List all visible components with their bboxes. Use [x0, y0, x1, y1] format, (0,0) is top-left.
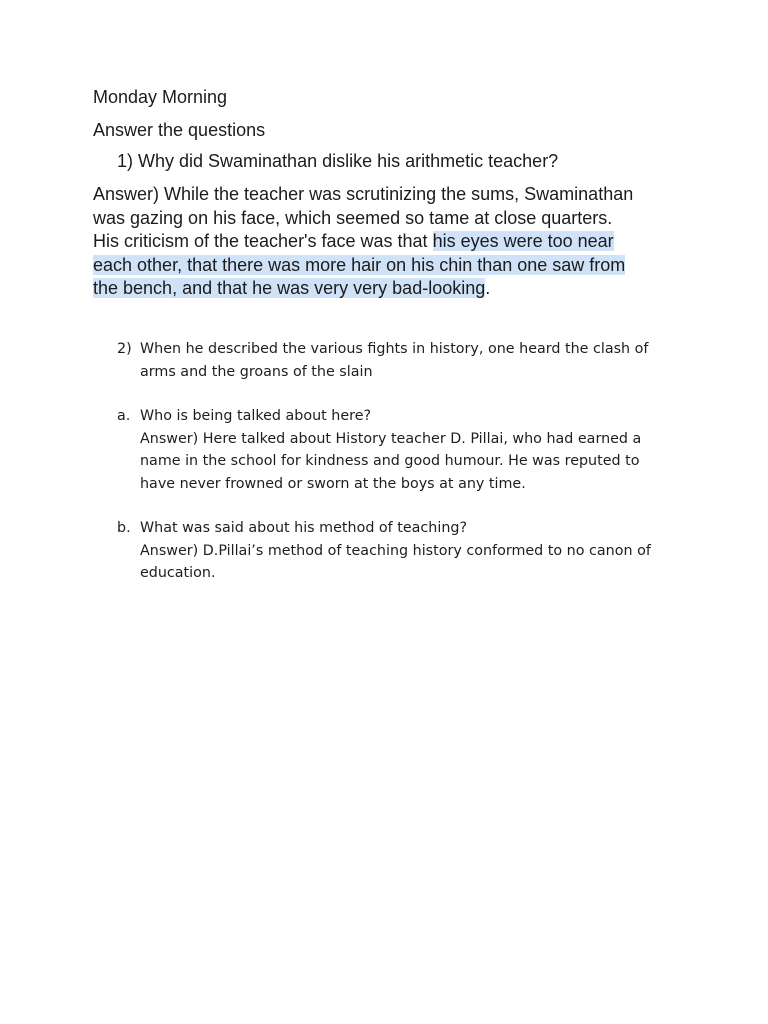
- part-b-answer-line: Answer) D.Pillai’s method of teaching history conformed to no canon of: [140, 542, 651, 559]
- highlighted-text: his eyes were too near: [432, 231, 614, 251]
- highlighted-text: the bench, and that he was very very bad-looking: [93, 278, 486, 298]
- list-marker: a.: [117, 408, 131, 424]
- question-2-line: When he described the various fights in history, one heard the clash of: [140, 341, 649, 357]
- part-b-text: [140, 517, 680, 585]
- question-1: 1) Why did Swaminathan dislike his arithmetic teacher?: [117, 151, 559, 171]
- answer-1: [93, 183, 693, 301]
- answer-1-line: [93, 230, 693, 254]
- answer-text: .: [485, 278, 491, 298]
- answer-text: was gazing on his face, which seemed so tame at close quarters.: [93, 207, 613, 228]
- highlighted-text: each other, that there was more hair on his chin than one saw from: [93, 254, 626, 275]
- answer-text: Answer) While the teacher was scrutinizing the sums, Swaminathan: [93, 184, 634, 204]
- answer-1-line: [93, 254, 693, 278]
- answer-1-line: [93, 207, 693, 231]
- answer-text: His criticism of the teacher's face was that: [93, 231, 433, 251]
- answer-1-line: [93, 277, 693, 301]
- list-marker: 2): [117, 341, 132, 357]
- part-a-question: Who is being talked about here?: [140, 408, 372, 424]
- document-subtitle: Answer the questions: [93, 120, 266, 140]
- part-b-answer-line: education.: [140, 565, 216, 581]
- document-title: Monday Morning: [93, 87, 228, 107]
- list-marker: b.: [117, 520, 131, 536]
- question-2-line: arms and the groans of the slain: [140, 363, 373, 380]
- part-a-text: [140, 405, 680, 495]
- question-2-text: [140, 338, 680, 383]
- part-a-answer-line: name in the school for kindness and good humour. He was reputed to: [140, 453, 640, 469]
- answer-1-line: [93, 183, 693, 207]
- part-a-answer-line: have never frowned or sworn at the boys at any time.: [140, 475, 526, 492]
- part-b-question: What was said about his method of teaching?: [140, 520, 468, 536]
- part-a-answer-line: Answer) Here talked about History teacher D. Pillai, who had earned a: [140, 430, 642, 447]
